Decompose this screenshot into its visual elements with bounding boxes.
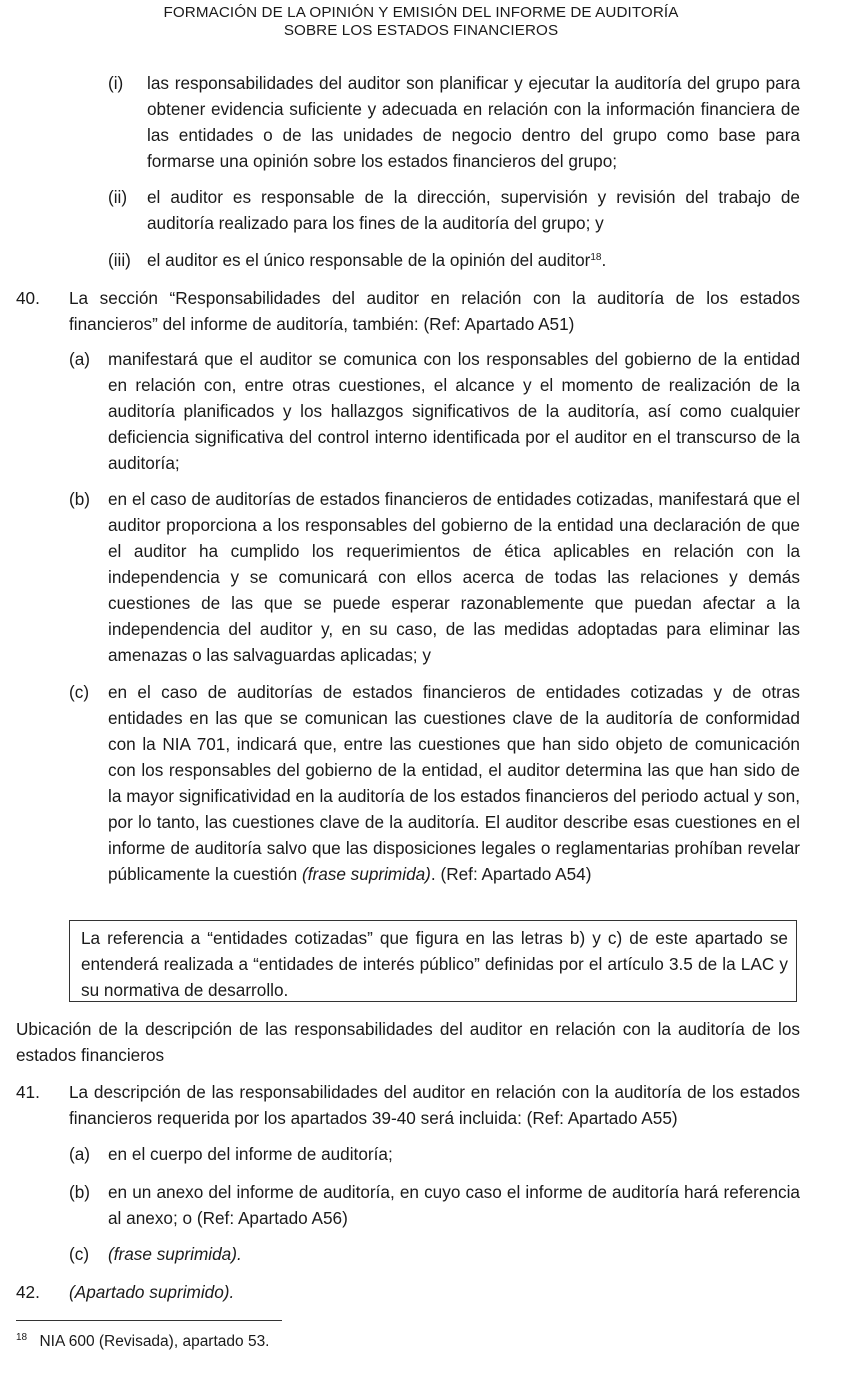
- page-header: [0, 4, 842, 40]
- paragraph-text: (Apartado suprimido).: [69, 1282, 235, 1302]
- paragraph-number: 41.: [16, 1082, 40, 1102]
- note-box: [69, 920, 797, 1002]
- item-text: (frase suprimida).: [108, 1244, 242, 1264]
- paragraph-text: La descripción de las responsabilidades del auditor en relación con la auditoría de los estados financieros requerida por los apartados 39-40 será incluida: (Ref: Apartado A55): [69, 1082, 800, 1128]
- footnote-rule: [16, 1320, 282, 1321]
- paragraph-text: La sección “Responsabilidades del auditor en relación con la auditoría de los estados financieros” del informe de auditoría, también: (Ref: Apartado A51): [69, 288, 800, 334]
- item-label: (c): [69, 1244, 90, 1264]
- header-line-1: FORMACIÓN DE LA OPINIÓN Y EMISIÓN DEL INFORME DE AUDITORÍA: [163, 4, 679, 21]
- item-label: (ii): [108, 187, 128, 207]
- item-text: en un anexo del informe de auditoría, en cuyo caso el informe de auditoría hará referencia al anexo; o (Ref: Apartado A56): [108, 1182, 800, 1228]
- item-label: (b): [69, 1182, 91, 1202]
- item-label: (a): [69, 1144, 91, 1164]
- item-text: el auditor es responsable de la dirección, supervisión y revisión del trabajo de auditoría realizado para los fines de la auditoría del grupo; y: [147, 187, 800, 233]
- paragraph-number: 40.: [16, 288, 40, 308]
- item-text-italic: (frase suprimida): [301, 864, 431, 884]
- item-text: [108, 679, 800, 887]
- item-label: (a): [69, 349, 91, 369]
- paragraph-number: 42.: [16, 1282, 40, 1302]
- footnote-number: 18: [16, 1332, 28, 1343]
- item-label: (iii): [108, 250, 131, 270]
- item-text: manifestará que el auditor se comunica con los responsables del gobierno de la entidad en relación con, entre otras cuestiones, el alcance y el momento de realización de la auditoría planificados y los hallazgos significativos de la auditoría, así como cualquier deficiencia significativa del control interno identificada por el auditor en el transcurso de la auditoría;: [108, 349, 800, 473]
- footnote-ref[interactable]: 18: [590, 252, 602, 263]
- item-text-end: .: [601, 250, 607, 270]
- item-label: (i): [108, 73, 124, 93]
- item-text: [147, 247, 800, 273]
- header-line-2: SOBRE LOS ESTADOS FINANCIEROS: [283, 22, 559, 39]
- section-subheading: Ubicación de la descripción de las responsabilidades del auditor en relación con la auditoría de los estados financieros: [16, 1019, 800, 1065]
- note-text: La referencia a “entidades cotizadas” que figura en las letras b) y c) de este apartado se entenderá realizada a “entidades de interés público” definidas por el artículo 3.5 de la LAC y su normativa de desarrollo.: [81, 928, 788, 1000]
- item-text: en el cuerpo del informe de auditoría;: [108, 1144, 393, 1164]
- item-label: (c): [69, 682, 90, 702]
- item-text-end: . (Ref: Apartado A54): [430, 864, 592, 884]
- item-text: las responsabilidades del auditor son planificar y ejecutar la auditoría del grupo para obtener evidencia suficiente y adecuada en relación con la información financiera de las entidades o de las unidades de negocio dentro del grupo como base para formarse una opinión sobre los estados financieros del grupo;: [147, 73, 800, 171]
- item-text: en el caso de auditorías de estados financieros de entidades cotizadas, manifestará que el auditor proporciona a los responsables del gobierno de la entidad una declaración de que el auditor ha cumplido los requerimientos de ética aplicables en relación con la independencia y se comunicará con ellos acerca de todas las relaciones y demás cuestiones de las que se puede esperar razonablemente que puedan afectar a la independencia del auditor y, en su caso, de las medidas adoptadas para eliminar las amenazas o las salvaguardas aplicadas; y: [108, 489, 800, 665]
- item-text-main: en el caso de auditorías de estados financieros de entidades cotizadas y de otras entidades en las que se comunican las cuestiones clave de la auditoría de conformidad con la NIA 701, indicará que, entre las cuestiones que han sido objeto de comunicación con los responsables del gobierno de la entidad, el auditor determina las que han sido de la mayor significatividad en la auditoría de los estados financieros del periodo actual y son, por lo tanto, las cuestiones clave de la auditoría. El auditor describe esas cuestiones en el informe de auditoría salvo que las disposiciones legales o reglamentarias prohíban revelar públicamente la cuestión: [108, 682, 800, 884]
- item-text-main: el auditor es el único responsable de la opinión del auditor: [147, 250, 591, 270]
- footnote-text: NIA 600 (Revisada), apartado 53.: [39, 1333, 270, 1350]
- item-label: (b): [69, 489, 91, 509]
- footnote: [16, 1331, 270, 1353]
